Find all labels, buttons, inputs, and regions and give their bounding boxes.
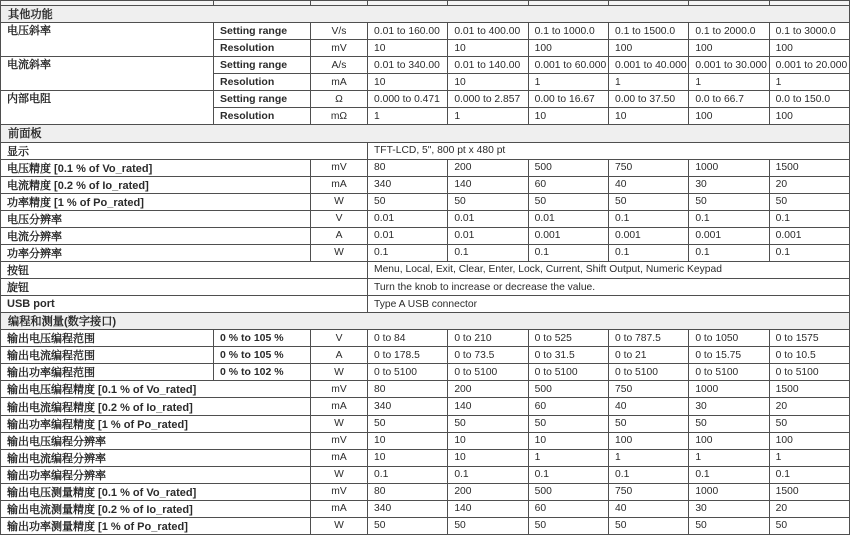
value-cell: 0.1 to 1000.0 [529,23,608,39]
value-cell: 40 [609,501,688,517]
value-cell: 10 [609,108,688,124]
value-cell: 100 [689,40,768,56]
value-cell: 20 [770,501,849,517]
row-label: 电压斜率 [1,23,213,56]
value-cell: 0 to 73.5 [448,347,527,363]
row-label: 电流分辨率 [1,228,310,244]
value-cell: 60 [529,177,608,193]
unit-cell: V [311,211,367,227]
value-cell: 340 [368,177,447,193]
value-cell: 750 [609,381,688,397]
value-cell: 10 [448,450,527,466]
value-cell: 10 [368,450,447,466]
row-label: 输出电流编程范围 [1,347,213,363]
value-cell: 0.1 [609,467,688,483]
value-cell: 1 [529,74,608,90]
table-top-sliver-cell [1,1,213,5]
value-cell: 1 [368,108,447,124]
unit-cell: A [311,347,367,363]
row-label: 显示 [1,143,367,159]
value-cell: 0 to 31.5 [529,347,608,363]
table-top-sliver-cell [368,1,447,5]
value-cell: 0.001 to 60.000 [529,57,608,73]
value-cell: 0.001 [529,228,608,244]
unit-cell: mA [311,501,367,517]
value-cell: 30 [689,177,768,193]
unit-cell: A/s [311,57,367,73]
value-cell: 50 [368,416,447,432]
row-label: 电流斜率 [1,57,213,90]
value-cell: 0.1 [529,467,608,483]
row-label: USB port [1,296,367,312]
value-cell: 750 [609,160,688,176]
value-cell: 10 [448,40,527,56]
value-cell: 0.1 [368,467,447,483]
value-cell: 80 [368,484,447,500]
value-cell: 60 [529,501,608,517]
value-cell: 0.001 to 30.000 [689,57,768,73]
value-cell: 0.01 to 160.00 [368,23,447,39]
table-top-sliver-cell [311,1,367,5]
unit-cell: mA [311,450,367,466]
row-label: 输出电流编程分辨率 [1,450,310,466]
value-cell: 50 [368,518,447,534]
value-cell: 0 to 15.75 [689,347,768,363]
value-cell: 500 [529,381,608,397]
value-cell: 0 to 787.5 [609,330,688,346]
value-cell: 50 [770,416,849,432]
value-cell: 0 to 1050 [689,330,768,346]
value-cell: 340 [368,398,447,414]
value-cell: 0.001 [609,228,688,244]
row-label: 电压精度 [0.1 % of Vo_rated] [1,160,310,176]
value-cell: 100 [529,40,608,56]
row-sublabel: Resolution [214,108,310,124]
row-sublabel: 0 % to 102 % [214,364,310,380]
row-label: 输出电压编程范围 [1,330,213,346]
value-cell: 100 [609,433,688,449]
row-label: 内部电阻 [1,91,213,124]
value-cell: 50 [448,416,527,432]
unit-cell: W [311,364,367,380]
unit-cell: W [311,416,367,432]
value-cell: 0.01 [368,228,447,244]
value-cell: 1000 [689,484,768,500]
value-cell: 0.01 [368,211,447,227]
unit-cell: W [311,245,367,261]
value-cell: 200 [448,160,527,176]
unit-cell: V/s [311,23,367,39]
value-cell: 1 [689,450,768,466]
value-cell: 1 [770,74,849,90]
value-cell: 40 [609,177,688,193]
value-cell: 30 [689,501,768,517]
value-cell: 0 to 5100 [529,364,608,380]
table-top-sliver-cell [689,1,768,5]
unit-cell: mV [311,40,367,56]
value-cell: 0 to 5100 [609,364,688,380]
value-cell: 0.00 to 37.50 [609,91,688,107]
value-cell: 200 [448,381,527,397]
unit-cell: mV [311,381,367,397]
row-label: 输出电压编程分辨率 [1,433,310,449]
value-cell: 0.001 to 40.000 [609,57,688,73]
value-cell: 0 to 1575 [770,330,849,346]
section-header: 其他功能 [1,6,849,22]
value-cell: 1500 [770,381,849,397]
value-cell: 750 [609,484,688,500]
value-cell: 80 [368,381,447,397]
value-cell: 1 [689,74,768,90]
value-cell: 1000 [689,160,768,176]
row-value-text: Menu, Local, Exit, Clear, Enter, Lock, Current, Shift Output, Numeric Keypad [368,262,849,278]
value-cell: 10 [368,74,447,90]
unit-cell: mA [311,398,367,414]
value-cell: 0 to 525 [529,330,608,346]
value-cell: 40 [609,398,688,414]
unit-cell: W [311,518,367,534]
value-cell: 0.1 [689,211,768,227]
value-cell: 1 [770,450,849,466]
value-cell: 0.1 [770,211,849,227]
value-cell: 0.1 [770,467,849,483]
row-label: 输出功率编程精度 [1 % of Po_rated] [1,416,310,432]
value-cell: 0.001 to 20.000 [770,57,849,73]
value-cell: 50 [448,194,527,210]
row-label: 功率分辨率 [1,245,310,261]
value-cell: 20 [770,398,849,414]
value-cell: 0.001 [770,228,849,244]
value-cell: 50 [689,194,768,210]
value-cell: 50 [368,194,447,210]
value-cell: 0.1 [689,245,768,261]
row-sublabel: Setting range [214,91,310,107]
row-label: 电压分辨率 [1,211,310,227]
row-label: 旋钮 [1,279,367,295]
value-cell: 0.1 [529,245,608,261]
value-cell: 0 to 5100 [448,364,527,380]
value-cell: 500 [529,484,608,500]
value-cell: 50 [609,194,688,210]
value-cell: 0.000 to 0.471 [368,91,447,107]
unit-cell: mV [311,160,367,176]
row-label: 电流精度 [0.2 % of Io_rated] [1,177,310,193]
value-cell: 0.1 [609,211,688,227]
value-cell: 0.1 [689,467,768,483]
value-cell: 140 [448,501,527,517]
value-cell: 0.1 [448,245,527,261]
row-sublabel: 0 % to 105 % [214,347,310,363]
value-cell: 10 [368,433,447,449]
value-cell: 10 [368,40,447,56]
row-sublabel: 0 % to 105 % [214,330,310,346]
value-cell: 0.0 to 150.0 [770,91,849,107]
value-cell: 10 [529,433,608,449]
value-cell: 100 [689,108,768,124]
value-cell: 0.1 to 3000.0 [770,23,849,39]
unit-cell: mΩ [311,108,367,124]
unit-cell: A [311,228,367,244]
value-cell: 100 [609,40,688,56]
unit-cell: mV [311,433,367,449]
unit-cell: Ω [311,91,367,107]
value-cell: 0.01 [448,228,527,244]
value-cell: 500 [529,160,608,176]
value-cell: 50 [529,416,608,432]
value-cell: 0.00 to 16.67 [529,91,608,107]
value-cell: 60 [529,398,608,414]
unit-cell: mA [311,74,367,90]
value-cell: 200 [448,484,527,500]
row-label: 输出电流编程精度 [0.2 % of Io_rated] [1,398,310,414]
value-cell: 0.01 [448,211,527,227]
value-cell: 0.01 to 140.00 [448,57,527,73]
value-cell: 0.1 [448,467,527,483]
value-cell: 0 to 210 [448,330,527,346]
value-cell: 1 [448,108,527,124]
row-sublabel: Resolution [214,40,310,56]
value-cell: 0 to 84 [368,330,447,346]
value-cell: 100 [689,433,768,449]
value-cell: 1 [529,450,608,466]
row-label: 输出功率编程分辨率 [1,467,310,483]
value-cell: 0 to 5100 [368,364,447,380]
value-cell: 0.01 to 400.00 [448,23,527,39]
value-cell: 50 [529,194,608,210]
value-cell: 1500 [770,160,849,176]
value-cell: 140 [448,177,527,193]
value-cell: 0 to 10.5 [770,347,849,363]
row-label: 输出电压测量精度 [0.1 % of Vo_rated] [1,484,310,500]
value-cell: 50 [529,518,608,534]
value-cell: 140 [448,398,527,414]
value-cell: 0.01 to 340.00 [368,57,447,73]
table-top-sliver-cell [770,1,849,5]
value-cell: 100 [770,108,849,124]
value-cell: 10 [448,74,527,90]
value-cell: 0.1 to 2000.0 [689,23,768,39]
value-cell: 0.000 to 2.857 [448,91,527,107]
table-top-sliver-cell [609,1,688,5]
section-header: 前面板 [1,125,849,141]
value-cell: 0.1 [770,245,849,261]
value-cell: 0 to 5100 [689,364,768,380]
value-cell: 0.0 to 66.7 [689,91,768,107]
row-value-text: TFT-LCD, 5", 800 pt x 480 pt [368,143,849,159]
unit-cell: W [311,194,367,210]
value-cell: 100 [770,433,849,449]
row-label: 输出电压编程精度 [0.1 % of Vo_rated] [1,381,310,397]
value-cell: 10 [529,108,608,124]
row-label: 输出功率编程范围 [1,364,213,380]
value-cell: 50 [609,518,688,534]
value-cell: 1 [609,74,688,90]
value-cell: 50 [448,518,527,534]
unit-cell: W [311,467,367,483]
value-cell: 340 [368,501,447,517]
value-cell: 0.001 [689,228,768,244]
unit-cell: mA [311,177,367,193]
row-label: 输出电流测量精度 [0.2 % of Io_rated] [1,501,310,517]
unit-cell: mV [311,484,367,500]
value-cell: 0.1 [368,245,447,261]
table-top-sliver-cell [214,1,310,5]
unit-cell: V [311,330,367,346]
value-cell: 50 [770,518,849,534]
value-cell: 50 [770,194,849,210]
value-cell: 100 [770,40,849,56]
value-cell: 50 [689,518,768,534]
value-cell: 0 to 178.5 [368,347,447,363]
row-label: 输出功率测量精度 [1 % of Po_rated] [1,518,310,534]
value-cell: 0.1 [609,245,688,261]
value-cell: 20 [770,177,849,193]
value-cell: 1500 [770,484,849,500]
value-cell: 50 [609,416,688,432]
value-cell: 50 [689,416,768,432]
row-sublabel: Resolution [214,74,310,90]
row-sublabel: Setting range [214,57,310,73]
row-label: 按钮 [1,262,367,278]
table-top-sliver-cell [448,1,527,5]
value-cell: 80 [368,160,447,176]
row-sublabel: Setting range [214,23,310,39]
value-cell: 0.1 to 1500.0 [609,23,688,39]
value-cell: 10 [448,433,527,449]
row-label: 功率精度 [1 % of Po_rated] [1,194,310,210]
value-cell: 1 [609,450,688,466]
value-cell: 0 to 5100 [770,364,849,380]
value-cell: 0.01 [529,211,608,227]
row-value-text: Turn the knob to increase or decrease the value. [368,279,849,295]
value-cell: 0 to 21 [609,347,688,363]
table-top-sliver-cell [529,1,608,5]
row-value-text: Type A USB connector [368,296,849,312]
value-cell: 1000 [689,381,768,397]
value-cell: 30 [689,398,768,414]
section-header: 编程和测量(数字接口) [1,313,849,329]
